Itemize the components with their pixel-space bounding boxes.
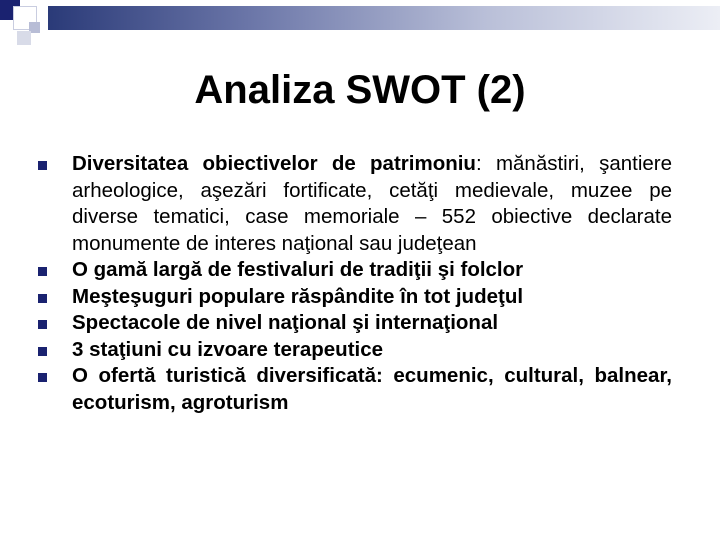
bullet-list: [38, 151, 672, 416]
square-bullet-icon: [38, 161, 47, 170]
slide-title: Analiza SWOT (2): [194, 68, 526, 112]
bullet-item-shows: [38, 310, 672, 337]
bullet-bold-text: Spectacole de nivel naţional şi internaţional: [72, 311, 499, 334]
bullet-item-crafts: [38, 284, 672, 311]
square-bullet-icon: [38, 267, 47, 276]
square-bullet-icon: [38, 347, 47, 356]
bullet-bold-text: Diversitatea obiectivelor de patrimoniu: [72, 152, 476, 175]
square-bullet-icon: [38, 373, 47, 382]
square-bullet-icon: [38, 294, 47, 303]
square-bullet-icon: [38, 320, 47, 329]
bullet-item-festivals: [38, 257, 672, 284]
bullet-item-patrimony: [38, 151, 672, 257]
bullet-detail-text: : mănăstiri, şantiere arheologice, aşezări fortificate, cetăţi medievale, muzee pe diverse tematici, case memoriale – 552 obiective declarate monumente de interes naţional sau judeţean: [72, 152, 672, 255]
bullet-bold-text: O ofertă turistică diversificată: ecumenic, cultural, balnear, ecoturism, agroturism: [72, 364, 672, 414]
bullet-item-tourism-offer: [38, 363, 672, 416]
header-gradient-band: [48, 6, 720, 30]
bullet-bold-text: O gamă largă de festivaluri de tradiţii şi folclor: [72, 258, 524, 281]
bullet-bold-text: Meşteşuguri populare răspândite în tot judeţul: [72, 284, 524, 308]
bullet-item-spas: [38, 337, 672, 364]
corner-square-pale: [17, 31, 31, 45]
bullet-bold-text: 3 staţiuni cu izvoare terapeutice: [72, 337, 384, 361]
